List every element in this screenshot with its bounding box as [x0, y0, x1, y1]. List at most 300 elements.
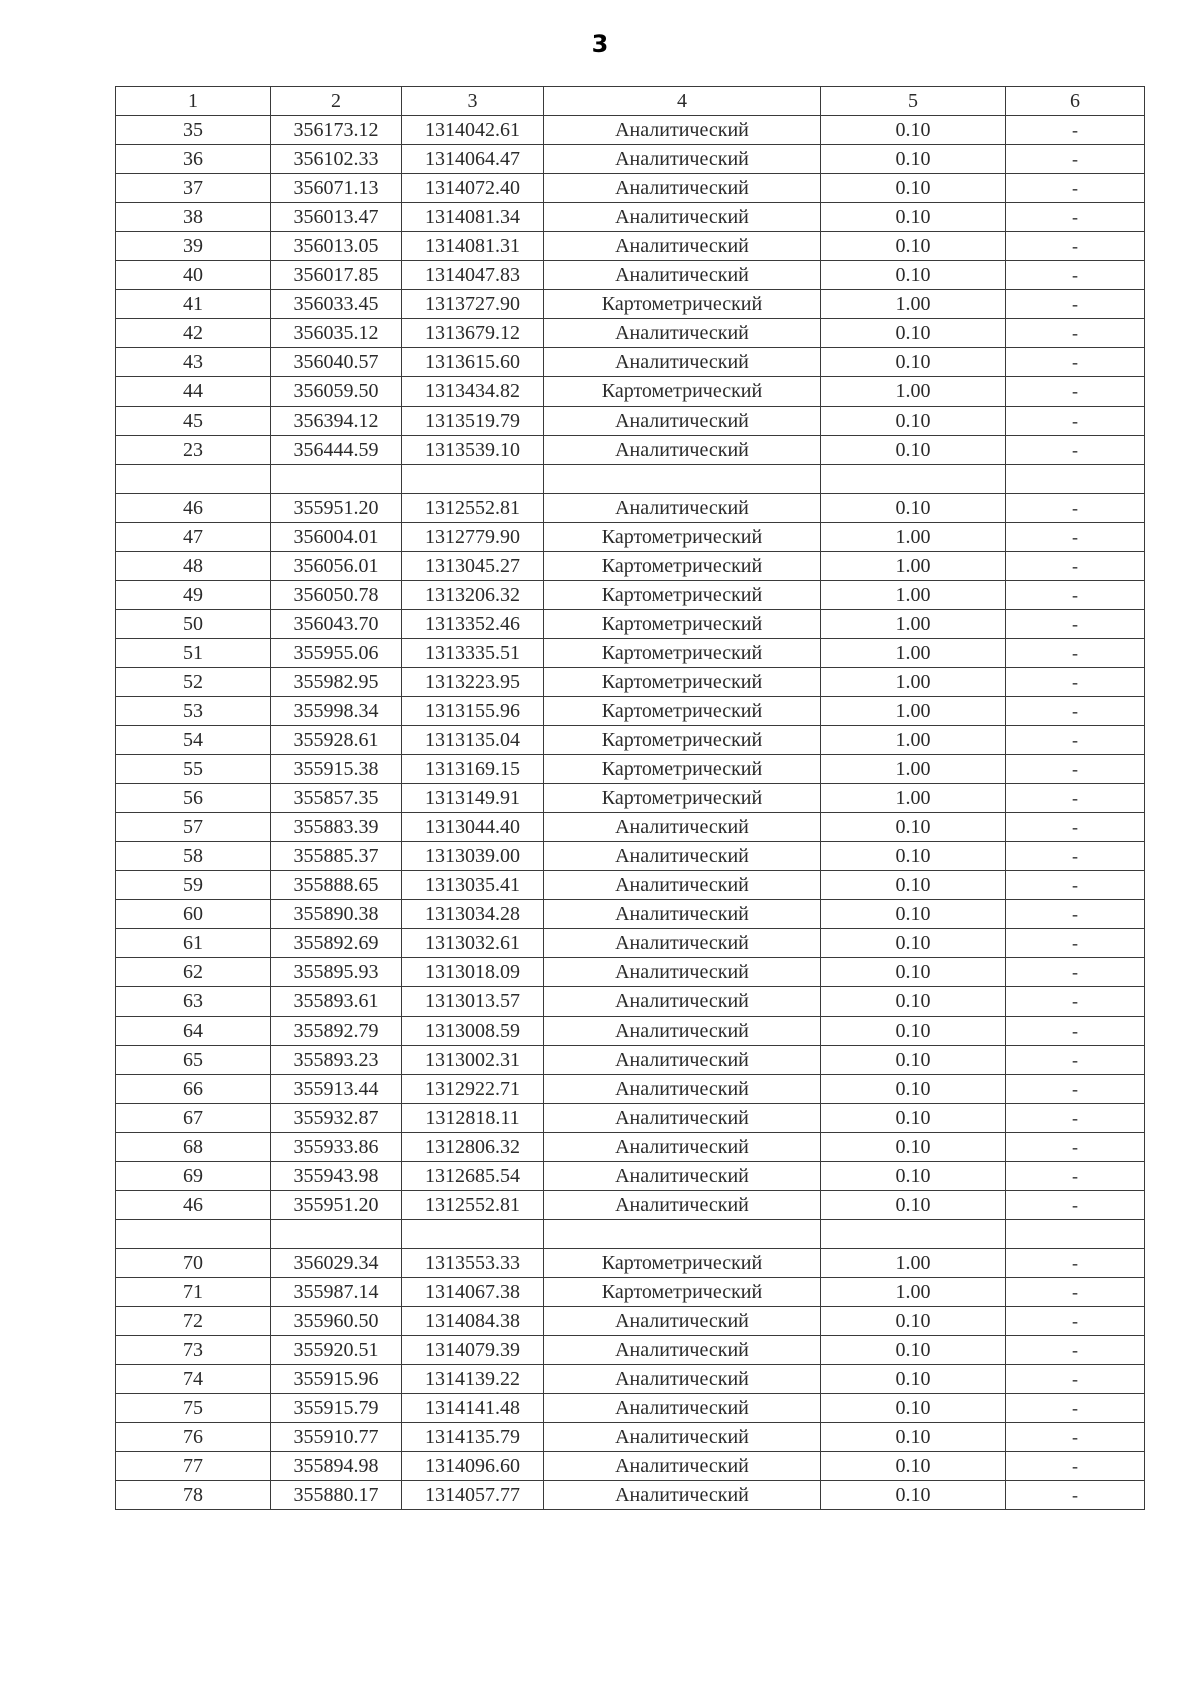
point-number-cell: 65 [116, 1045, 271, 1074]
header-cell-3: 3 [402, 87, 544, 116]
note-cell: - [1006, 435, 1145, 464]
x-coordinate-cell: 355951.20 [271, 1190, 402, 1219]
accuracy-cell: 1.00 [821, 580, 1006, 609]
note-cell: - [1006, 987, 1145, 1016]
accuracy-cell: 0.10 [821, 1103, 1006, 1132]
accuracy-cell: 0.10 [821, 987, 1006, 1016]
header-cell-5: 5 [821, 87, 1006, 116]
y-coordinate-cell: 1313169.15 [402, 755, 544, 784]
y-coordinate-cell: 1314064.47 [402, 145, 544, 174]
y-coordinate-cell: 1313039.00 [402, 842, 544, 871]
y-coordinate-cell: 1314047.83 [402, 261, 544, 290]
x-coordinate-cell: 355892.79 [271, 1016, 402, 1045]
method-cell: Аналитический [544, 871, 821, 900]
y-coordinate-cell: 1314081.34 [402, 203, 544, 232]
table-row [116, 580, 1145, 609]
y-coordinate-cell: 1313155.96 [402, 696, 544, 725]
point-number-cell: 71 [116, 1277, 271, 1306]
page-number: 3 [591, 30, 609, 58]
note-cell: - [1006, 1336, 1145, 1365]
note-cell: - [1006, 1394, 1145, 1423]
method-cell: Аналитический [544, 1481, 821, 1510]
table-row [116, 116, 1145, 145]
note-cell: - [1006, 1190, 1145, 1219]
method-cell: Картометрический [544, 522, 821, 551]
table-row [116, 900, 1145, 929]
table-row [116, 929, 1145, 958]
accuracy-cell: 1.00 [821, 667, 1006, 696]
point-number-cell: 52 [116, 667, 271, 696]
y-coordinate-cell: 1313135.04 [402, 726, 544, 755]
point-number-cell: 37 [116, 174, 271, 203]
x-coordinate-cell: 355998.34 [271, 696, 402, 725]
accuracy-cell: 0.10 [821, 958, 1006, 987]
method-cell: Аналитический [544, 1452, 821, 1481]
y-coordinate-cell: 1313519.79 [402, 406, 544, 435]
table-row [116, 174, 1145, 203]
method-cell: Аналитический [544, 1336, 821, 1365]
point-number-cell: 57 [116, 813, 271, 842]
note-cell: - [1006, 1132, 1145, 1161]
x-coordinate-cell: 356059.50 [271, 377, 402, 406]
table-row [116, 1190, 1145, 1219]
table-row [116, 842, 1145, 871]
point-number-cell: 77 [116, 1452, 271, 1481]
accuracy-cell: 0.10 [821, 1132, 1006, 1161]
header-row [116, 87, 1145, 116]
x-coordinate-cell [271, 1219, 402, 1248]
table-row [116, 464, 1145, 493]
x-coordinate-cell: 355895.93 [271, 958, 402, 987]
x-coordinate-cell: 356394.12 [271, 406, 402, 435]
method-cell: Аналитический [544, 319, 821, 348]
x-coordinate-cell: 355928.61 [271, 726, 402, 755]
point-number-cell: 64 [116, 1016, 271, 1045]
note-cell: - [1006, 290, 1145, 319]
method-cell: Аналитический [544, 1394, 821, 1423]
accuracy-cell: 0.10 [821, 1161, 1006, 1190]
accuracy-cell: 1.00 [821, 638, 1006, 667]
accuracy-cell: 0.10 [821, 1016, 1006, 1045]
accuracy-cell: 0.10 [821, 1190, 1006, 1219]
y-coordinate-cell: 1313008.59 [402, 1016, 544, 1045]
method-cell: Картометрический [544, 609, 821, 638]
accuracy-cell: 0.10 [821, 406, 1006, 435]
note-cell: - [1006, 1074, 1145, 1103]
y-coordinate-cell: 1314084.38 [402, 1306, 544, 1335]
accuracy-cell: 1.00 [821, 522, 1006, 551]
header-cell-4: 4 [544, 87, 821, 116]
method-cell: Аналитический [544, 1190, 821, 1219]
x-coordinate-cell: 355913.44 [271, 1074, 402, 1103]
table-row [116, 609, 1145, 638]
method-cell: Картометрический [544, 580, 821, 609]
y-coordinate-cell: 1314067.38 [402, 1277, 544, 1306]
y-coordinate-cell: 1314079.39 [402, 1336, 544, 1365]
accuracy-cell: 0.10 [821, 1074, 1006, 1103]
table-row [116, 1481, 1145, 1510]
point-number-cell: 50 [116, 609, 271, 638]
table-row [116, 406, 1145, 435]
method-cell: Аналитический [544, 813, 821, 842]
y-coordinate-cell: 1313679.12 [402, 319, 544, 348]
y-coordinate-cell [402, 1219, 544, 1248]
table-row [116, 987, 1145, 1016]
x-coordinate-cell: 355987.14 [271, 1277, 402, 1306]
note-cell: - [1006, 551, 1145, 580]
y-coordinate-cell: 1313352.46 [402, 609, 544, 638]
table-row [116, 726, 1145, 755]
x-coordinate-cell: 356071.13 [271, 174, 402, 203]
note-cell: - [1006, 174, 1145, 203]
note-cell: - [1006, 726, 1145, 755]
table-row [116, 1045, 1145, 1074]
accuracy-cell: 1.00 [821, 755, 1006, 784]
table-row [116, 1423, 1145, 1452]
point-number-cell: 54 [116, 726, 271, 755]
method-cell: Аналитический [544, 958, 821, 987]
point-number-cell: 55 [116, 755, 271, 784]
point-number-cell: 46 [116, 493, 271, 522]
y-coordinate-cell: 1314042.61 [402, 116, 544, 145]
x-coordinate-cell: 355933.86 [271, 1132, 402, 1161]
point-number-cell: 76 [116, 1423, 271, 1452]
note-cell: - [1006, 319, 1145, 348]
x-coordinate-cell: 355885.37 [271, 842, 402, 871]
accuracy-cell: 0.10 [821, 1045, 1006, 1074]
table-row [116, 813, 1145, 842]
method-cell: Аналитический [544, 174, 821, 203]
x-coordinate-cell: 356173.12 [271, 116, 402, 145]
point-number-cell: 39 [116, 232, 271, 261]
accuracy-cell: 0.10 [821, 871, 1006, 900]
x-coordinate-cell: 356043.70 [271, 609, 402, 638]
method-cell: Аналитический [544, 1016, 821, 1045]
table-row [116, 1452, 1145, 1481]
y-coordinate-cell: 1314081.31 [402, 232, 544, 261]
y-coordinate-cell: 1313149.91 [402, 784, 544, 813]
y-coordinate-cell: 1313013.57 [402, 987, 544, 1016]
accuracy-cell: 1.00 [821, 784, 1006, 813]
accuracy-cell: 0.10 [821, 1452, 1006, 1481]
accuracy-cell: 0.10 [821, 261, 1006, 290]
note-cell: - [1006, 522, 1145, 551]
method-cell: Картометрический [544, 1248, 821, 1277]
coordinates-table [115, 86, 1145, 1510]
point-number-cell: 56 [116, 784, 271, 813]
accuracy-cell: 0.10 [821, 1365, 1006, 1394]
note-cell: - [1006, 900, 1145, 929]
point-number-cell: 73 [116, 1336, 271, 1365]
point-number-cell: 62 [116, 958, 271, 987]
method-cell: Аналитический [544, 929, 821, 958]
method-cell: Аналитический [544, 1103, 821, 1132]
y-coordinate-cell: 1312685.54 [402, 1161, 544, 1190]
accuracy-cell: 0.10 [821, 1481, 1006, 1510]
accuracy-cell: 0.10 [821, 319, 1006, 348]
y-coordinate-cell: 1312818.11 [402, 1103, 544, 1132]
point-number-cell: 72 [116, 1306, 271, 1335]
note-cell: - [1006, 1306, 1145, 1335]
point-number-cell: 49 [116, 580, 271, 609]
x-coordinate-cell: 355932.87 [271, 1103, 402, 1132]
y-coordinate-cell: 1314096.60 [402, 1452, 544, 1481]
x-coordinate-cell: 355943.98 [271, 1161, 402, 1190]
table-row [116, 1074, 1145, 1103]
x-coordinate-cell: 355915.79 [271, 1394, 402, 1423]
x-coordinate-cell: 355910.77 [271, 1423, 402, 1452]
accuracy-cell: 0.10 [821, 842, 1006, 871]
method-cell: Аналитический [544, 435, 821, 464]
point-number-cell: 69 [116, 1161, 271, 1190]
table-row [116, 348, 1145, 377]
point-number-cell: 45 [116, 406, 271, 435]
point-number-cell: 42 [116, 319, 271, 348]
accuracy-cell: 0.10 [821, 929, 1006, 958]
y-coordinate-cell: 1313335.51 [402, 638, 544, 667]
point-number-cell: 48 [116, 551, 271, 580]
table-row [116, 1132, 1145, 1161]
note-cell: - [1006, 929, 1145, 958]
x-coordinate-cell: 356056.01 [271, 551, 402, 580]
method-cell [544, 1219, 821, 1248]
accuracy-cell: 1.00 [821, 377, 1006, 406]
point-number-cell: 46 [116, 1190, 271, 1219]
accuracy-cell: 1.00 [821, 1248, 1006, 1277]
method-cell: Аналитический [544, 987, 821, 1016]
table-row [116, 493, 1145, 522]
method-cell: Картометрический [544, 377, 821, 406]
x-coordinate-cell: 355982.95 [271, 667, 402, 696]
accuracy-cell [821, 1219, 1006, 1248]
x-coordinate-cell: 355915.38 [271, 755, 402, 784]
point-number-cell: 38 [116, 203, 271, 232]
y-coordinate-cell: 1314139.22 [402, 1365, 544, 1394]
table-row [116, 696, 1145, 725]
note-cell: - [1006, 406, 1145, 435]
accuracy-cell: 1.00 [821, 726, 1006, 755]
note-cell: - [1006, 609, 1145, 638]
accuracy-cell: 0.10 [821, 813, 1006, 842]
method-cell: Картометрический [544, 638, 821, 667]
accuracy-cell: 1.00 [821, 551, 1006, 580]
note-cell: - [1006, 1452, 1145, 1481]
method-cell: Картометрический [544, 696, 821, 725]
note-cell: - [1006, 871, 1145, 900]
accuracy-cell: 0.10 [821, 435, 1006, 464]
table-row [116, 755, 1145, 784]
y-coordinate-cell: 1313223.95 [402, 667, 544, 696]
accuracy-cell: 0.10 [821, 116, 1006, 145]
header-cell-2: 2 [271, 87, 402, 116]
method-cell: Аналитический [544, 1365, 821, 1394]
note-cell: - [1006, 1277, 1145, 1306]
x-coordinate-cell: 356013.05 [271, 232, 402, 261]
table-body [116, 87, 1145, 1510]
x-coordinate-cell: 355955.06 [271, 638, 402, 667]
header-cell-6: 6 [1006, 87, 1145, 116]
point-number-cell: 53 [116, 696, 271, 725]
y-coordinate-cell: 1312779.90 [402, 522, 544, 551]
y-coordinate-cell: 1312922.71 [402, 1074, 544, 1103]
method-cell: Аналитический [544, 406, 821, 435]
accuracy-cell: 0.10 [821, 232, 1006, 261]
note-cell: - [1006, 1423, 1145, 1452]
method-cell: Аналитический [544, 1423, 821, 1452]
point-number-cell: 78 [116, 1481, 271, 1510]
point-number-cell: 63 [116, 987, 271, 1016]
table-row [116, 1161, 1145, 1190]
x-coordinate-cell: 355893.23 [271, 1045, 402, 1074]
method-cell: Аналитический [544, 900, 821, 929]
table-row [116, 1336, 1145, 1365]
note-cell: - [1006, 638, 1145, 667]
table-row [116, 1219, 1145, 1248]
y-coordinate-cell: 1313002.31 [402, 1045, 544, 1074]
note-cell: - [1006, 232, 1145, 261]
note-cell: - [1006, 842, 1145, 871]
method-cell: Аналитический [544, 1074, 821, 1103]
accuracy-cell: 1.00 [821, 290, 1006, 319]
method-cell: Картометрический [544, 755, 821, 784]
accuracy-cell: 0.10 [821, 1423, 1006, 1452]
y-coordinate-cell: 1314135.79 [402, 1423, 544, 1452]
table-row [116, 1277, 1145, 1306]
table-row [116, 784, 1145, 813]
method-cell: Аналитический [544, 145, 821, 174]
table-row [116, 203, 1145, 232]
point-number-cell: 75 [116, 1394, 271, 1423]
method-cell: Аналитический [544, 842, 821, 871]
method-cell: Аналитический [544, 203, 821, 232]
y-coordinate-cell: 1313553.33 [402, 1248, 544, 1277]
point-number-cell: 43 [116, 348, 271, 377]
note-cell: - [1006, 667, 1145, 696]
point-number-cell: 66 [116, 1074, 271, 1103]
accuracy-cell: 0.10 [821, 1306, 1006, 1335]
table-row [116, 261, 1145, 290]
note-cell: - [1006, 116, 1145, 145]
method-cell: Аналитический [544, 232, 821, 261]
table-row [116, 1103, 1145, 1132]
accuracy-cell: 1.00 [821, 609, 1006, 638]
x-coordinate-cell: 356017.85 [271, 261, 402, 290]
method-cell: Картометрический [544, 551, 821, 580]
y-coordinate-cell: 1312806.32 [402, 1132, 544, 1161]
point-number-cell: 41 [116, 290, 271, 319]
note-cell: - [1006, 1045, 1145, 1074]
y-coordinate-cell: 1313615.60 [402, 348, 544, 377]
method-cell [544, 464, 821, 493]
x-coordinate-cell: 356102.33 [271, 145, 402, 174]
note-cell [1006, 1219, 1145, 1248]
method-cell: Картометрический [544, 1277, 821, 1306]
note-cell: - [1006, 493, 1145, 522]
accuracy-cell: 0.10 [821, 1394, 1006, 1423]
y-coordinate-cell: 1313539.10 [402, 435, 544, 464]
table-row [116, 551, 1145, 580]
table-row [116, 290, 1145, 319]
point-number-cell: 68 [116, 1132, 271, 1161]
table-row [116, 1016, 1145, 1045]
y-coordinate-cell: 1313206.32 [402, 580, 544, 609]
note-cell: - [1006, 755, 1145, 784]
point-number-cell: 47 [116, 522, 271, 551]
table-row [116, 1306, 1145, 1335]
method-cell: Аналитический [544, 1132, 821, 1161]
note-cell: - [1006, 784, 1145, 813]
x-coordinate-cell: 355915.96 [271, 1365, 402, 1394]
table-row [116, 1365, 1145, 1394]
point-number-cell: 44 [116, 377, 271, 406]
point-number-cell: 67 [116, 1103, 271, 1132]
y-coordinate-cell: 1313044.40 [402, 813, 544, 842]
x-coordinate-cell: 356035.12 [271, 319, 402, 348]
y-coordinate-cell: 1313018.09 [402, 958, 544, 987]
table-row [116, 1394, 1145, 1423]
y-coordinate-cell: 1314141.48 [402, 1394, 544, 1423]
note-cell: - [1006, 1016, 1145, 1045]
table-row [116, 522, 1145, 551]
accuracy-cell: 0.10 [821, 174, 1006, 203]
x-coordinate-cell: 355920.51 [271, 1336, 402, 1365]
x-coordinate-cell: 355893.61 [271, 987, 402, 1016]
y-coordinate-cell: 1313035.41 [402, 871, 544, 900]
table-row [116, 667, 1145, 696]
point-number-cell: 60 [116, 900, 271, 929]
y-coordinate-cell: 1312552.81 [402, 493, 544, 522]
accuracy-cell: 0.10 [821, 900, 1006, 929]
note-cell: - [1006, 261, 1145, 290]
x-coordinate-cell: 356029.34 [271, 1248, 402, 1277]
point-number-cell [116, 1219, 271, 1248]
x-coordinate-cell: 355960.50 [271, 1306, 402, 1335]
method-cell: Аналитический [544, 116, 821, 145]
header-cell-1: 1 [116, 87, 271, 116]
accuracy-cell: 0.10 [821, 145, 1006, 174]
point-number-cell: 40 [116, 261, 271, 290]
accuracy-cell [821, 464, 1006, 493]
table-row [116, 1248, 1145, 1277]
method-cell: Картометрический [544, 784, 821, 813]
method-cell: Аналитический [544, 1161, 821, 1190]
note-cell: - [1006, 348, 1145, 377]
y-coordinate-cell: 1313727.90 [402, 290, 544, 319]
point-number-cell [116, 464, 271, 493]
x-coordinate-cell: 355888.65 [271, 871, 402, 900]
y-coordinate-cell [402, 464, 544, 493]
y-coordinate-cell: 1313045.27 [402, 551, 544, 580]
note-cell: - [1006, 1481, 1145, 1510]
method-cell: Картометрический [544, 726, 821, 755]
note-cell: - [1006, 145, 1145, 174]
note-cell [1006, 464, 1145, 493]
x-coordinate-cell: 356050.78 [271, 580, 402, 609]
note-cell: - [1006, 1103, 1145, 1132]
y-coordinate-cell: 1313434.82 [402, 377, 544, 406]
accuracy-cell: 1.00 [821, 1277, 1006, 1306]
note-cell: - [1006, 696, 1145, 725]
x-coordinate-cell: 356033.45 [271, 290, 402, 319]
method-cell: Аналитический [544, 348, 821, 377]
method-cell: Аналитический [544, 493, 821, 522]
note-cell: - [1006, 377, 1145, 406]
y-coordinate-cell: 1314072.40 [402, 174, 544, 203]
x-coordinate-cell: 356013.47 [271, 203, 402, 232]
method-cell: Картометрический [544, 667, 821, 696]
note-cell: - [1006, 1248, 1145, 1277]
table-row [116, 871, 1145, 900]
